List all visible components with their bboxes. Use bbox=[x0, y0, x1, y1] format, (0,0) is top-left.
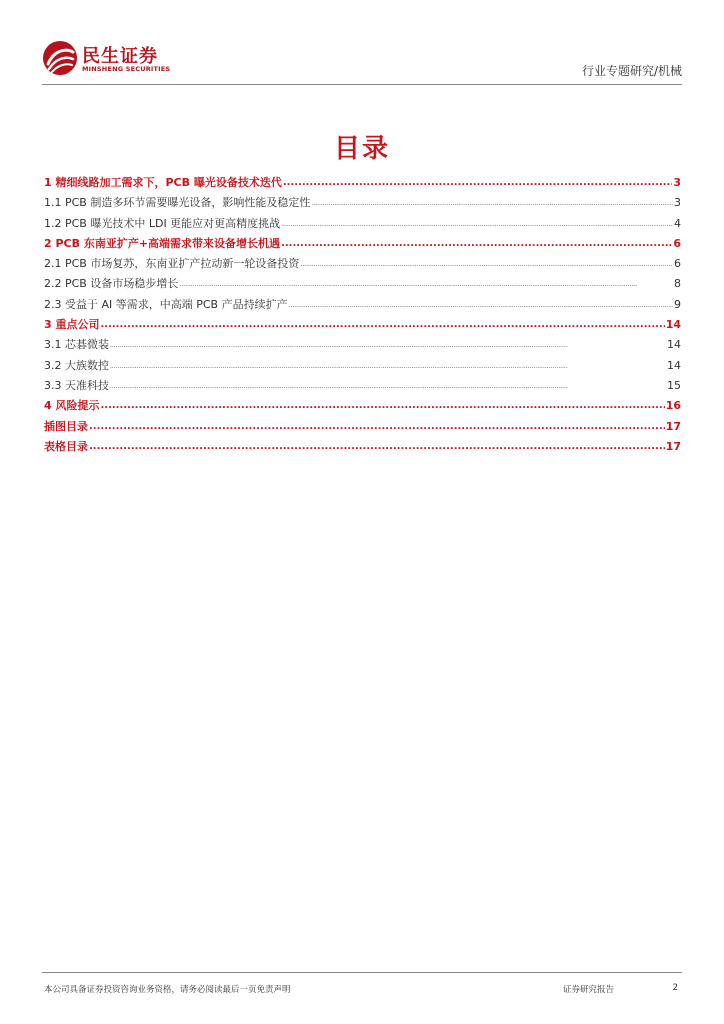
toc-entry-label: 3.1 芯碁微装 bbox=[44, 338, 109, 352]
toc-entry-page: 4 bbox=[674, 216, 681, 230]
toc-entry-subsection[interactable] bbox=[44, 377, 681, 397]
toc-entry-page: 14 bbox=[667, 358, 681, 372]
toc-entry-page: 8 bbox=[674, 277, 681, 291]
toc-entry-page: 6 bbox=[673, 236, 681, 250]
toc-leader-dots bbox=[179, 281, 673, 288]
footer-disclaimer: 本公司具备证券投资咨询业务资格，请务必阅读最后一页免责声明 bbox=[44, 985, 291, 995]
toc-leader-dots bbox=[110, 363, 666, 370]
toc-entry-label: 3.2 大族数控 bbox=[44, 358, 109, 372]
toc-entry-section[interactable] bbox=[44, 418, 681, 438]
toc-leader-dots bbox=[300, 261, 673, 268]
toc-leader-dots bbox=[281, 238, 672, 249]
toc-leader-dots bbox=[283, 177, 673, 188]
toc-leader-dots bbox=[110, 342, 666, 349]
toc-entry-page: 3 bbox=[673, 176, 681, 189]
report-category: 行业专题研究/机械 bbox=[581, 64, 682, 78]
logo-english-name: MINSHENG SECURITIES bbox=[82, 65, 171, 73]
toc-entry-subsection[interactable] bbox=[44, 296, 681, 316]
toc-leader-dots bbox=[100, 400, 664, 411]
toc-entry-label: 3 重点公司 bbox=[44, 318, 100, 332]
table-of-contents bbox=[44, 174, 681, 458]
toc-entry-subsection[interactable] bbox=[44, 215, 681, 235]
toc-entry-page: 6 bbox=[674, 257, 681, 271]
toc-entry-subsection[interactable] bbox=[44, 255, 681, 275]
toc-entry-section[interactable] bbox=[44, 438, 681, 458]
page-footer bbox=[42, 972, 682, 995]
toc-entry-page: 3 bbox=[674, 196, 681, 210]
toc-entry-subsection[interactable] bbox=[44, 194, 681, 214]
toc-entry-label: 3.3 天准科技 bbox=[44, 378, 109, 392]
footer-page-number: 2 bbox=[672, 983, 678, 993]
toc-entry-label: 2.3 受益于 AI 等需求，中高端 PCB 产品持续扩产 bbox=[44, 297, 288, 311]
toc-entry-subsection[interactable] bbox=[44, 336, 681, 356]
toc-entry-label: 表格目录 bbox=[44, 439, 88, 453]
toc-entry-label: 1 精细线路加工需求下，PCB 曝光设备技术迭代 bbox=[44, 176, 282, 189]
toc-entry-label: 2 PCB 东南亚扩产+高端需求带来设备增长机遇 bbox=[44, 236, 281, 250]
footer-doc-type: 证券研究报告 bbox=[563, 985, 615, 995]
toc-leader-dots bbox=[289, 302, 673, 309]
toc-leader-dots bbox=[89, 421, 665, 432]
toc-entry-section[interactable] bbox=[44, 316, 681, 336]
toc-leader-dots bbox=[100, 319, 664, 330]
company-logo bbox=[42, 38, 182, 78]
toc-leader-dots bbox=[311, 200, 673, 207]
toc-title: 目录 bbox=[333, 134, 390, 164]
toc-leader-dots bbox=[110, 383, 666, 390]
page-header bbox=[42, 38, 682, 85]
toc-entry-section[interactable] bbox=[44, 174, 681, 194]
toc-leader-dots bbox=[89, 441, 665, 452]
toc-entry-label: 1.2 PCB 曝光技术中 LDI 更能应对更高精度挑战 bbox=[44, 216, 281, 230]
toc-entry-page: 14 bbox=[667, 338, 681, 352]
logo-chinese-name: 民生证券 bbox=[82, 46, 158, 67]
toc-entry-label: 4 风险提示 bbox=[44, 399, 100, 413]
toc-entry-label: 2.2 PCB 设备市场稳步增长 bbox=[44, 277, 179, 291]
toc-entry-page: 17 bbox=[665, 439, 681, 453]
toc-entry-page: 9 bbox=[674, 297, 681, 311]
toc-entry-page: 16 bbox=[665, 399, 681, 413]
toc-entry-label: 插图目录 bbox=[44, 419, 88, 433]
toc-entry-subsection[interactable] bbox=[44, 275, 681, 295]
toc-leader-dots bbox=[281, 221, 673, 228]
toc-entry-page: 14 bbox=[665, 318, 681, 332]
toc-entry-label: 2.1 PCB 市场复苏，东南亚扩产拉动新一轮设备投资 bbox=[44, 257, 300, 271]
minsheng-logo-icon bbox=[42, 40, 78, 76]
toc-entry-label: 1.1 PCB 制造多环节需要曝光设备，影响性能及稳定性 bbox=[44, 196, 311, 210]
toc-entry-page: 17 bbox=[665, 419, 681, 433]
toc-entry-section[interactable] bbox=[44, 397, 681, 417]
toc-entry-page: 15 bbox=[667, 378, 681, 392]
toc-entry-subsection[interactable] bbox=[44, 357, 681, 377]
toc-entry-section[interactable] bbox=[44, 235, 681, 255]
